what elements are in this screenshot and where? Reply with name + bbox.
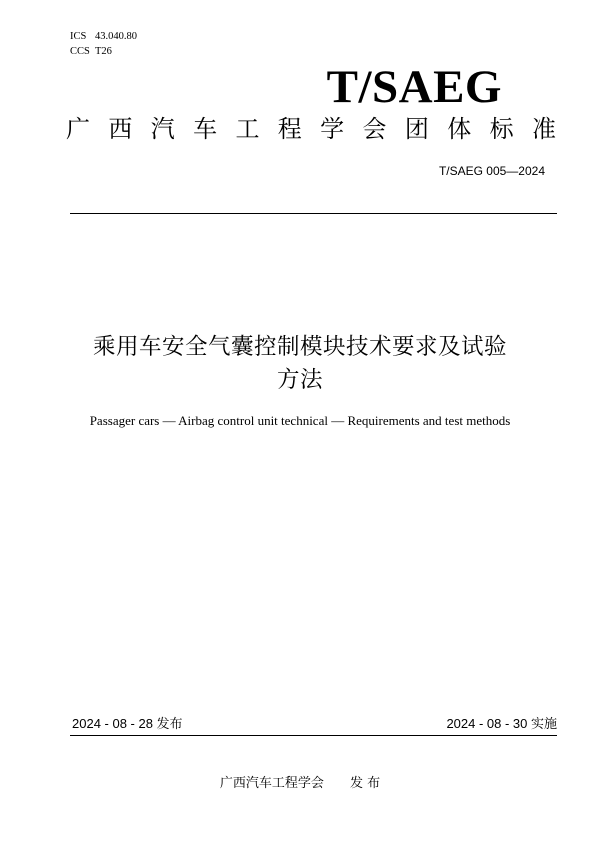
- issue-date: 2024 - 08 - 28 发布: [72, 716, 183, 731]
- organization-standard-title: [66, 114, 556, 144]
- org-title-char: 车: [193, 115, 218, 143]
- org-title-char: 体: [447, 115, 472, 143]
- org-title-char: 团: [404, 115, 429, 143]
- ccs-code: [70, 46, 112, 58]
- org-title-char: 西: [108, 115, 133, 143]
- org-title-char: 程: [277, 115, 302, 143]
- org-title-char: 标: [489, 115, 514, 143]
- publisher-name: 广西汽车工程学会: [219, 776, 324, 791]
- ics-code: [70, 31, 137, 43]
- org-title-char: 工: [235, 115, 260, 143]
- implementation-date: 2024 - 08 - 30 实施: [446, 716, 557, 731]
- document-title-line-2: 方法: [276, 367, 323, 393]
- standard-logo: T/SAEG: [326, 61, 502, 113]
- ics-value: 43.040.80: [95, 31, 137, 42]
- ccs-value: T26: [95, 46, 112, 57]
- english-title: Passager cars — Airbag control unit technical — Requirements and test methods: [89, 413, 511, 428]
- header-divider: [70, 213, 557, 214]
- org-title-char: 学: [320, 115, 345, 143]
- footer-divider: [70, 735, 557, 736]
- ccs-label: CCS: [70, 46, 90, 57]
- publisher-line: [0, 776, 600, 792]
- org-title-char: 广: [66, 115, 90, 143]
- org-title-char: 汽: [150, 115, 175, 143]
- org-title-char: 准: [531, 115, 556, 143]
- ics-label: ICS: [70, 31, 87, 42]
- document-title-line-1: 乘用车安全气囊控制模块技术要求及试验: [92, 334, 507, 360]
- publisher-action: 发 布: [349, 776, 381, 791]
- standard-number: T/SAEG 005—2024: [438, 164, 545, 178]
- org-title-char: 会: [362, 115, 387, 143]
